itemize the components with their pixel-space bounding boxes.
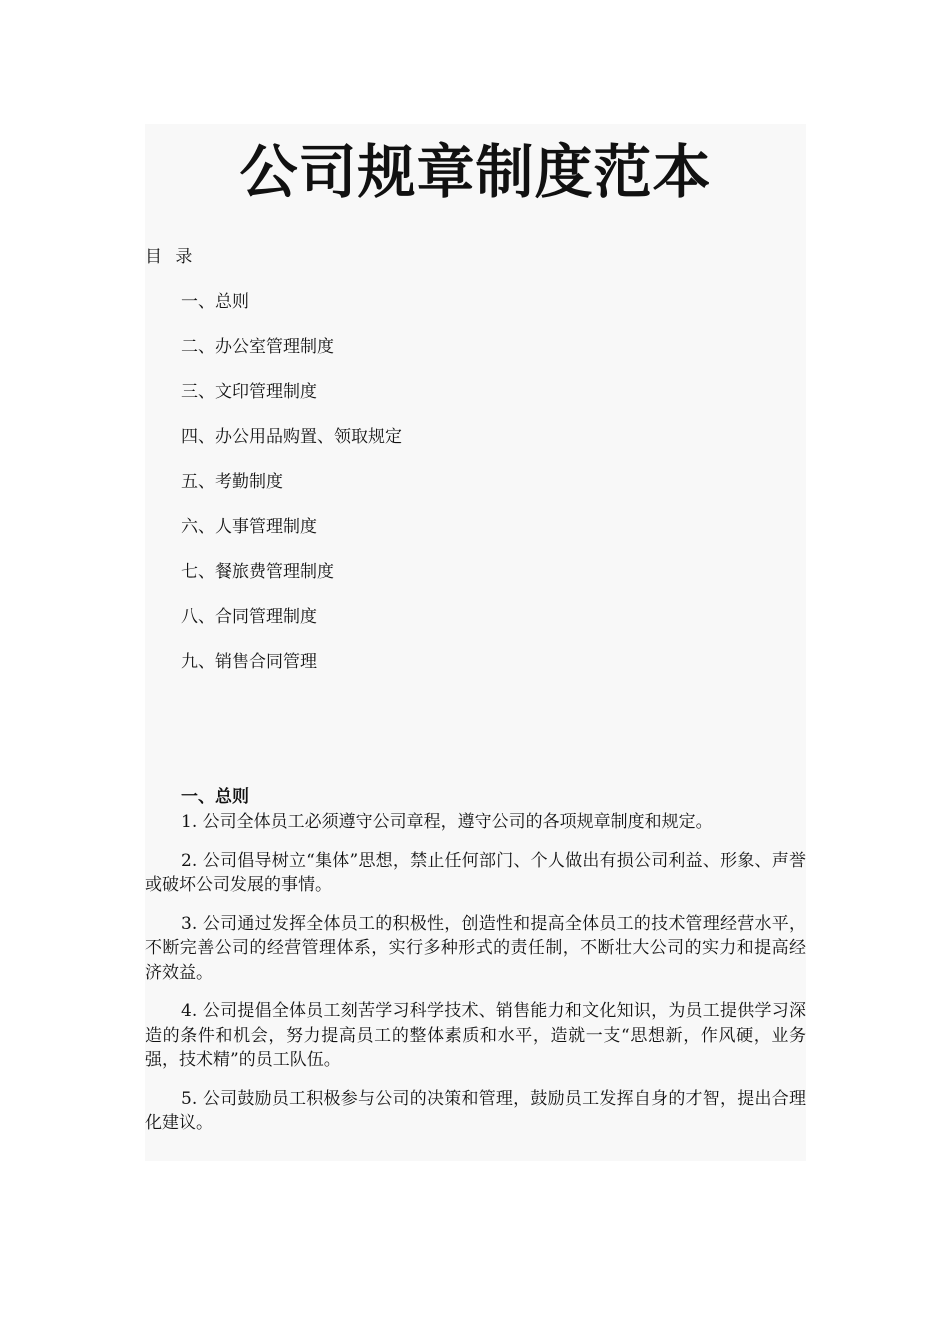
toc-item: 五、考勤制度 (181, 472, 283, 492)
paragraph: 2. 公司倡导树立“集体”思想，禁止任何部门、个人做出有损公司利益、形象、声誉或破坏公司发展的事情。 (145, 850, 806, 895)
paragraph: 5. 公司鼓励员工积极参与公司的决策和管理，鼓励员工发挥自身的才智，提出合理化建议。 (145, 1088, 806, 1133)
paragraph: 4. 公司提倡全体员工刻苦学习科学技术、销售能力和文化知识，为员工提供学习深造的条件和机会，努力提高员工的整体素质和水平，造就一支“思想新，作风硬，业务强，技术精”的员工队伍。 (145, 1001, 806, 1070)
toc-item: 三、文印管理制度 (181, 382, 317, 402)
document-title: 公司规章制度范本 (239, 138, 712, 206)
toc-item: 八、合同管理制度 (181, 607, 317, 627)
toc-item: 四、办公用品购置、领取规定 (181, 427, 402, 447)
paragraph: 3. 公司通过发挥全体员工的积极性，创造性和提高全体员工的技术管理经营水平，不断完善公司的经营管理体系，实行多种形式的责任制，不断壮大公司的实力和提高经济效益。 (145, 913, 806, 983)
toc-item: 一、总则 (181, 292, 249, 312)
toc-item: 二、办公室管理制度 (181, 337, 334, 357)
toc-list (181, 291, 402, 696)
section-heading: 一、总则 (181, 787, 249, 807)
toc-heading: 目 录 (145, 247, 197, 267)
toc-item: 六、人事管理制度 (181, 517, 317, 537)
paragraph: 1. 公司全体员工必须遵守公司章程，遵守公司的各项规章制度和规定。 (181, 812, 713, 832)
document-page (145, 124, 806, 1161)
toc-item: 七、餐旅费管理制度 (181, 562, 334, 582)
section-general (145, 786, 806, 1150)
toc-item: 九、销售合同管理 (181, 652, 317, 672)
